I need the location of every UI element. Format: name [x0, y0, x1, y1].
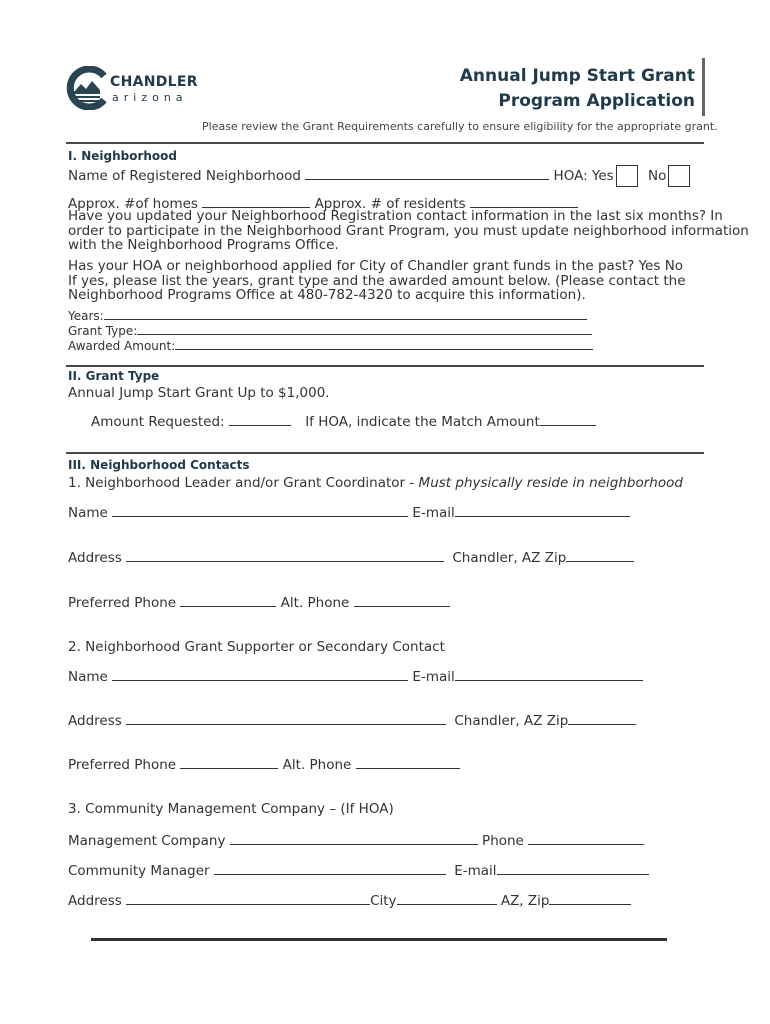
registration-q-line-1: Have you updated your Neighborhood Registration contact information in the last six months? In: [68, 208, 723, 224]
mgmt-company-row: [68, 832, 644, 849]
registration-q-line-2: order to participate in the Neighborhood Grant Program, you must update neighborhood information: [68, 222, 749, 239]
contact-2-zip-label: Chandler, AZ Zip: [454, 713, 569, 729]
neighborhood-name-field[interactable]: [305, 167, 549, 180]
grant-type-field[interactable]: [137, 322, 592, 335]
mgmt-email-field[interactable]: [497, 862, 649, 875]
section-3-heading: III. Neighborhood Contacts: [68, 458, 250, 472]
residents-field[interactable]: [470, 195, 578, 208]
years-label: Years:: [68, 309, 104, 323]
contact-2-name-label: Name: [68, 669, 108, 685]
contact-1-email-label: E-mail: [412, 505, 455, 521]
contact-1-address-label: Address: [68, 550, 122, 566]
divider-2: [66, 365, 704, 367]
mgmt-city-field[interactable]: [397, 892, 497, 905]
chandler-logo-icon: [66, 66, 108, 110]
mgmt-address-label: Address: [68, 893, 122, 909]
past-grants-q-line-2: If yes, please list the years, grant type and the awarded amount below. (Please contact the: [68, 272, 686, 289]
mgmt-company-field[interactable]: [230, 832, 478, 845]
mgmt-email-label: E-mail: [454, 863, 497, 879]
mgmt-address-row: [68, 892, 631, 909]
mgmt-company-label: Management Company: [68, 833, 226, 849]
contact-2-phone-label: Preferred Phone: [68, 757, 177, 773]
contact-1-name-field[interactable]: [112, 504, 408, 517]
contact-1-zip-label: Chandler, AZ Zip: [452, 550, 567, 566]
registration-question: [68, 209, 749, 253]
contact-1-phone-label: Preferred Phone: [68, 595, 177, 611]
contact-2-zip-field[interactable]: [568, 712, 636, 725]
title-line-1: Annual Jump Start Grant: [459, 66, 695, 86]
contact-2-address-field[interactable]: [126, 712, 446, 725]
awarded-label: Awarded Amount:: [68, 339, 176, 353]
title-line-2: Program Application: [498, 91, 695, 111]
mgmt-phone-label: Phone: [482, 833, 524, 849]
contact-1-alt-phone-label: Alt. Phone: [280, 595, 350, 611]
contact-1-address-row: [68, 549, 634, 566]
past-grants-q-line-3: Neighborhood Programs Office at 480-782-4320 to acquire this information).: [68, 287, 586, 303]
contact-1-email-field[interactable]: [455, 504, 630, 517]
hoa-yes-checkbox[interactable]: [616, 165, 638, 187]
grant-type-label: Grant Type:: [68, 324, 138, 338]
mgmt-azzip-field[interactable]: [549, 892, 631, 905]
contact-2-name-field[interactable]: [112, 668, 408, 681]
residents-label: Approx. # of residents: [314, 196, 466, 212]
contact-1-zip-field[interactable]: [566, 549, 634, 562]
review-note: Please review the Grant Requirements carefully to ensure eligibility for the appropriate grant.: [202, 120, 718, 133]
section-1-heading: I. Neighborhood: [68, 149, 178, 163]
divider-1: [66, 142, 704, 144]
amount-requested-label: Amount Requested:: [91, 414, 225, 430]
awarded-row: [68, 337, 593, 353]
community-manager-field[interactable]: [214, 862, 446, 875]
past-grants-question: [68, 259, 686, 303]
match-amount-label: If HOA, indicate the Match Amount: [305, 414, 540, 430]
community-manager-row: [68, 862, 649, 879]
contact-2-alt-phone-label: Alt. Phone: [282, 757, 352, 773]
neighborhood-name-row: [68, 165, 690, 187]
contact-2-address-label: Address: [68, 713, 122, 729]
hoa-no-checkbox[interactable]: [668, 165, 690, 187]
mgmt-address-field[interactable]: [126, 892, 370, 905]
match-amount-field[interactable]: [540, 413, 596, 426]
contact-2-name-row: [68, 668, 643, 685]
contact-1-title-note: Must physically reside in neighborhood: [418, 475, 683, 491]
mgmt-phone-field[interactable]: [528, 832, 644, 845]
contact-2-phone-field[interactable]: [180, 756, 278, 769]
homes-label: Approx. #of homes: [68, 196, 198, 212]
contact-1-name-row: [68, 504, 630, 521]
mgmt-city-label: City: [370, 893, 397, 909]
logo-sub: arizona: [112, 91, 188, 104]
neighborhood-name-label: Name of Registered Neighborhood: [68, 168, 301, 184]
contact-1-address-field[interactable]: [126, 549, 444, 562]
contact-1-phone-row: [68, 594, 450, 611]
years-field[interactable]: [104, 307, 587, 320]
amount-row: [91, 413, 596, 430]
contact-1-title-text: 1. Neighborhood Leader and/or Grant Coordinator -: [68, 475, 419, 491]
page-title: [460, 64, 695, 114]
amount-requested-field[interactable]: [229, 413, 291, 426]
contact-2-alt-phone-field[interactable]: [356, 756, 460, 769]
awarded-field[interactable]: [175, 337, 593, 350]
chandler-logo: [66, 66, 201, 112]
contact-2-email-field[interactable]: [455, 668, 643, 681]
years-row: [68, 307, 587, 323]
grant-type-line: Annual Jump Start Grant Up to $1,000.: [68, 385, 330, 401]
contact-1-title: [68, 475, 683, 491]
registration-q-line-3: with the Neighborhood Programs Office.: [68, 237, 339, 253]
mgmt-azzip-label: AZ, Zip: [500, 893, 550, 909]
title-accent-bar: [702, 58, 705, 116]
contact-1-name-label: Name: [68, 505, 108, 521]
hoa-yes-label: HOA: Yes: [553, 168, 614, 184]
grant-type-row: [68, 322, 592, 338]
hoa-no-label: No: [648, 168, 667, 184]
divider-3: [66, 452, 704, 454]
past-grants-q-line-1: Has your HOA or neighborhood applied for City of Chandler grant funds in the past? Yes No: [68, 258, 684, 274]
homes-field[interactable]: [202, 195, 310, 208]
contact-2-email-label: E-mail: [412, 669, 455, 685]
section-2-heading: II. Grant Type: [68, 369, 160, 383]
contact-3-title: 3. Community Management Company – (If HOA): [68, 801, 394, 817]
contact-2-address-row: [68, 712, 636, 729]
community-manager-label: Community Manager: [68, 863, 210, 879]
contact-1-alt-phone-field[interactable]: [354, 594, 450, 607]
contact-2-title: 2. Neighborhood Grant Supporter or Secondary Contact: [68, 639, 445, 655]
logo-name: CHANDLER: [110, 74, 198, 90]
bottom-rule: [91, 938, 667, 941]
contact-2-phone-row: [68, 756, 460, 773]
contact-1-phone-field[interactable]: [180, 594, 276, 607]
